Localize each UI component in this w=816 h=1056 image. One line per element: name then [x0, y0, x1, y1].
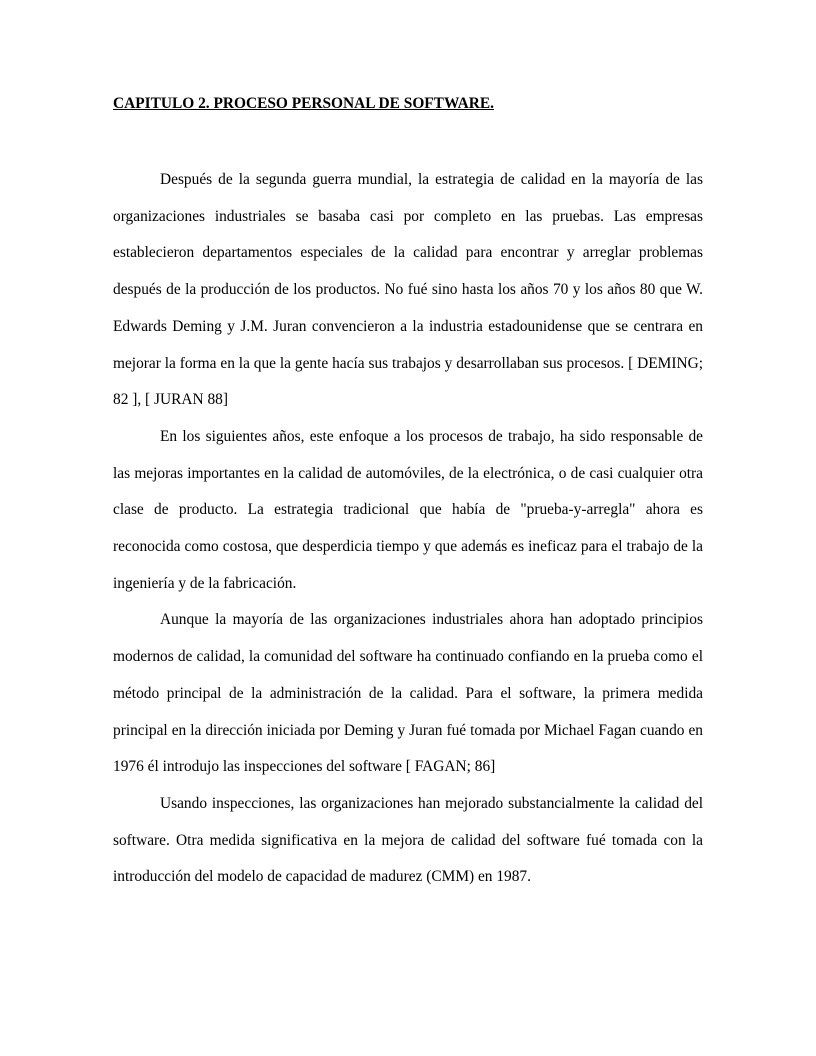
paragraph-2: En los siguientes años, este enfoque a los procesos de trabajo, ha sido responsable de las mejoras importantes en la calidad de automóviles, de la electrónica, o de casi cualquier otra clase de producto. La estrategia tradicional que había de "prueba-y-arregla" ahora es reconocida como costosa, que desperdicia tiempo y que además es ineficaz para el trabajo de la ingeniería y de la fabricación.	[113, 427, 703, 592]
paragraph-4: Usando inspecciones, las organizaciones han mejorado substancialmente la calidad del software. Otra medida significativa en la mejora de calidad del software fué tomada con la introducción del modelo de capacidad de madurez (CMM) en 1987.	[113, 794, 703, 886]
paragraph-1: Después de la segunda guerra mundial, la estrategia de calidad en la mayoría de las organizaciones industriales se basaba casi por completo en las pruebas. Las empresas establecieron departamentos especiales de la calidad para encontrar y arreglar problemas después de la producción de los productos. No fué sino hasta los años 70 y los años 80 que W. Edwards Deming y J.M. Juran convencieron a la industria estadounidense que se centrara en mejorar la forma en la que la gente hacía sus trabajos y desarrollaban sus procesos. [ DEMING; 82 ], [ JURAN 88]	[113, 171, 703, 409]
paragraph-3: Aunque la mayoría de las organizaciones industriales ahora han adoptado principios modernos de calidad, la comunidad del software ha continuado confiando en la prueba como el método principal de la administración de la calidad. Para el software, la primera medida principal en la dirección iniciada por Deming y Juran fué tomada por Michael Fagan cuando en 1976 él introdujo las inspecciones del software [ FAGAN; 86]	[113, 611, 703, 776]
chapter-title: CAPITULO 2. PROCESO PERSONAL DE SOFTWARE.	[113, 95, 494, 112]
page-content	[113, 94, 703, 896]
